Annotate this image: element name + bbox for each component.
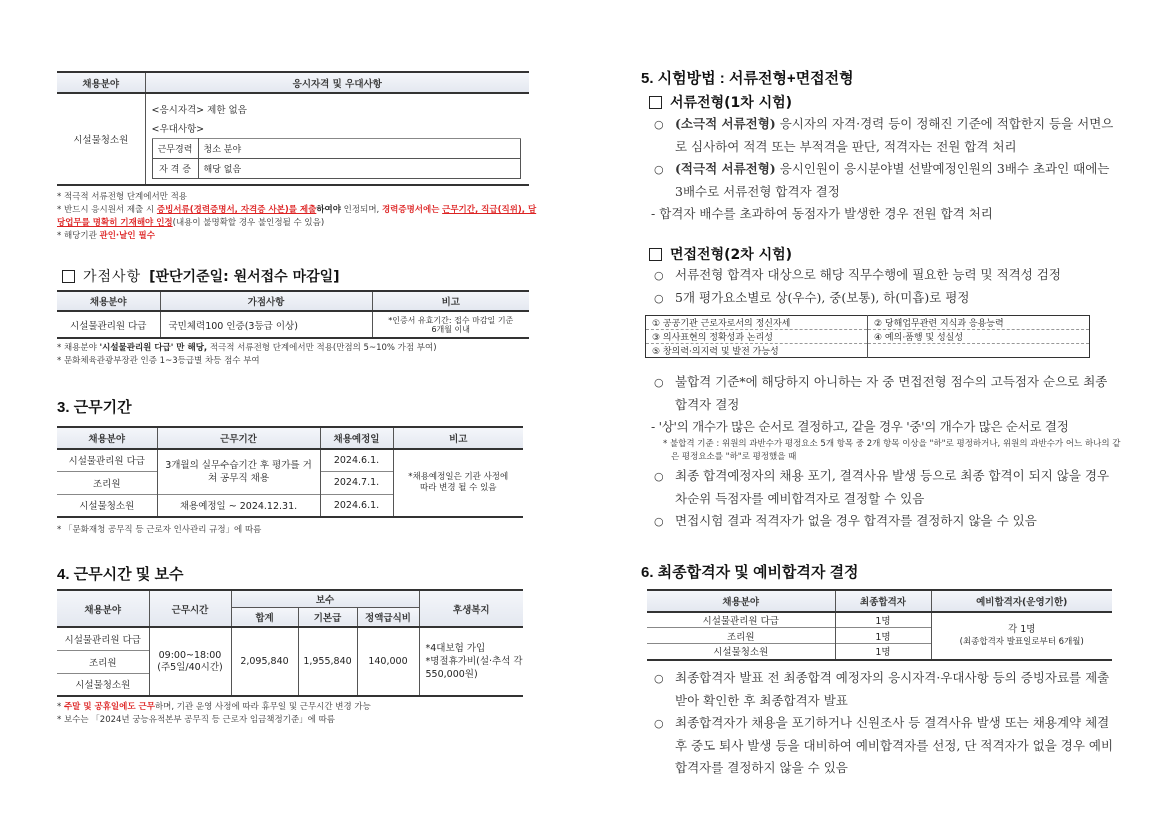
period-note: *채용예정일은 기관 사정에 따라 변경 될 수 있음 [393,449,523,517]
header-field: 채용분야 [57,72,145,93]
bonus-table [57,290,529,339]
note-line [57,701,537,714]
section-6-title: 6. 최종합격자 및 예비합격자 결정 [641,564,859,581]
section-4-title: 4. 근무시간 및 보수 [57,566,184,583]
bonus-notes [57,342,537,368]
item-text: 최종합격자가 채용을 포기하거나 신원조사 등 결격사유 발생 또는 채용계약 체결 후 중도 퇴사 발생 등을 대비하여 예비합격자를 선정, 단 적격자가 없을 경우 예비합격자를 결정하지 않을 수 있음 [675,715,1114,775]
circle-bullet-icon: ○ [654,717,664,730]
field-cell: 시설물청소원 [73,135,129,146]
dash-item: - '상'의 개수가 많은 순서로 결정하고, 같을 경우 '중'의 개수가 많은 순서로 결정 [651,419,1069,434]
checkbox-square-icon [649,248,662,261]
header-reserve: 예비합격자(운영기한) [931,590,1112,612]
bonus-title-label: 가점사항 [83,269,142,285]
criterion [868,344,1090,358]
final-table [647,589,1112,661]
pay-hours: 09:00~18:00 (주5일/40시간) [149,627,231,696]
final-count: 1명 [835,644,931,660]
item-text: 5개 평가요소별로 상(우수), 중(보통), 하(미흡)로 평정 [675,290,970,305]
reserve-cell [931,612,1112,660]
header-base: 기본급 [298,607,357,627]
criterion: ③ 의사표현의 정확성과 논리성 [646,330,868,344]
reserve-count: 각 1명 [1008,623,1036,635]
item-text: 불합격 기준*에 해당하지 아니하는 자 중 면접전형 점수의 고득점자 순으로 최종 합격자 결정 [675,374,1108,412]
note-text: * 해당기관 [57,231,100,241]
item-bold: (소극적 서류전형) [675,116,776,131]
note-bold: '시설물관리원 다급' 만 해당, [99,343,208,353]
list-item [641,113,1121,158]
checkbox-square-icon [649,96,662,109]
header-welfare: 후생복지 [419,590,523,627]
criterion: ② 당해업무관련 지식과 응용능력 [868,316,1090,330]
period-footnote: * 「문화재청 공무직 등 근로자 인사관리 규정」에 따름 [57,525,262,535]
list-item [641,371,1121,416]
list-item [641,667,1121,712]
list-item [641,712,1121,779]
header-field: 채용분야 [57,590,149,627]
header-hours: 근무시간 [149,590,231,627]
checkbox-square-icon [62,270,75,283]
fail-criteria-note: * 불합격 기준 : 위원의 과반수가 평정요소 5개 항목 중 2개 항목 이상을 "하"로 평정하거나, 위원의 과반수가 어느 하나의 같은 평정요소를 "하"로 평정했을 때 [663,439,1121,462]
period-date: 2024.7.1. [320,471,393,494]
pay-notes [57,701,537,727]
list-item [641,465,1121,510]
pay-field: 시설물관리원 다급 [64,634,141,646]
interview-decision [641,371,1121,533]
circle-bullet-icon: ○ [654,515,664,528]
note-text: * 반드시 응시원서 제출 시 [57,205,157,215]
circle-bullet-icon: ○ [654,118,664,131]
period-merged: 3개월의 실무수습기간 후 평가를 거쳐 공무직 채용 [157,449,320,494]
header-pay: 보수 [231,590,419,607]
item-text: 서류전형 합격자 대상으로 해당 직무수행에 필요한 능력 및 적격성 검정 [675,267,1061,282]
note-text: * 채용분야 [57,343,100,353]
item-bold: (적극적 서류전형) [675,161,776,176]
circle-bullet-icon: ○ [654,376,664,389]
circle-bullet-icon: ○ [654,292,664,305]
criterion: ④ 예의·품행 및 성실성 [868,330,1090,344]
section-5-title: 5. 시험방법 : 서류전형+면접전형 [641,70,854,87]
final-body [641,667,1121,779]
period-range: 채용예정일 ~ 2024.12.31. [157,494,320,517]
item-text: 응시자의 자격·경력 등이 정해진 기준에 적합한지 등을 서면으로 심사하여 적격 또는 부적격을 판단, 적격자는 전원 합격 처리 [675,116,1114,154]
period-field: 조리원 [57,471,157,494]
header-note: 비고 [393,427,523,449]
pay-welfare [419,627,523,696]
qualification-label: <응시자격> [151,104,205,116]
list-item [641,158,1121,203]
criterion: ⑤ 창의력·의지력 및 발전 가능성 [646,344,868,358]
qualification-cell [145,93,529,185]
qualification-value: 제한 없음 [207,104,247,116]
pref-key: 근무경력 [152,138,198,158]
note-text: (내용이 불명확할 경우 불인정될 수 있음) [172,218,325,228]
note-emphasis: 증빙서류(경력증명서, 자격증 사본)를 제출 [156,205,317,215]
pref-key: 자 격 증 [152,158,198,178]
note-line [57,230,537,243]
circle-bullet-icon: ○ [654,163,664,176]
note-emphasis: 근무기간, 직급(직위), 담당업무를 명확히 기재해야 인정 [57,205,537,228]
note-line: * 보수는 「2024년 궁능유적본부 공무직 등 근로자 임금책정기준」에 따름 [57,715,335,725]
final-count: 1명 [835,628,931,644]
header-field: 채용분야 [57,291,160,311]
note-line [57,342,537,355]
document-screening-title [649,92,792,112]
note-emphasis: 관인·날인 필수 [99,231,155,241]
bonus-title-criteria: [판단기준일: 원서접수 마감일] [149,269,340,285]
note-emphasis: 경력증명서에는 [381,205,440,215]
reserve-period: (최종합격자 발표일로부터 6개월) [959,636,1084,647]
note-text: * [57,702,64,712]
pref-value: 청소 분야 [198,138,521,158]
final-field: 시설물청소원 [647,644,835,660]
header-note: 비고 [372,291,529,311]
note-line [57,204,537,230]
header-meal: 정액급식비 [357,607,419,627]
period-date: 2024.6.1. [320,494,393,517]
pref-value: 해당 없음 [198,158,521,178]
interview-body [641,264,1121,310]
document-screening-label: 서류전형(1차 시험) [670,95,793,111]
qualification-table [57,71,529,186]
pay-table [57,589,523,697]
item-text: 최종 합격예정자의 채용 포기, 결격사유 발생 등으로 최종 합격이 되지 않을 경우 차순위 득점자를 예비합격자로 결정할 수 있음 [675,468,1110,506]
period-table [57,426,523,518]
pay-field: 조리원 [57,650,149,673]
dash-item: - 합격자 배수를 초과하여 동점자가 발생한 경우 전원 합격 처리 [651,206,993,221]
bonus-note: *인증서 유효기간: 접수 마감일 기준 6개월 이내 [372,311,529,338]
welfare-holiday-bonus: *명절휴가비(설·추석 각 550,000원) [425,656,523,680]
circle-bullet-icon: ○ [654,269,664,282]
note-text: 적극적 서류전형 단계에서만 적용(만점의 5~10% 가점 부여) [207,343,437,353]
note-text: 하며, 기관 운영 사정에 따라 휴무일 및 근무시간 변경 가능 [154,702,371,712]
list-item [641,287,1121,310]
note-line: * 적극적 서류전형 단계에서만 적용 [57,192,188,202]
evaluation-criteria-table [645,315,1090,358]
final-count: 1명 [835,612,931,628]
header-period: 근무기간 [157,427,320,449]
final-field: 시설물관리원 다급 [702,616,779,627]
qualification-notes [57,191,537,243]
criterion: ① 공공기관 근로자로서의 정신자세 [646,316,868,330]
note-line: * 문화체육관광부장관 인증 1~3등급별 차등 점수 부여 [57,356,260,366]
list-item [641,510,1121,533]
item-text: 최종합격자 발표 전 최종합격 예정자의 응시자격·우대사항 등의 증빙자료를 제출받아 확인한 후 최종합격자 발표 [675,670,1110,708]
bonus-title [62,266,340,286]
preference-table [152,138,522,179]
note-text: 인정되며, [340,205,382,215]
note-emphasis: 주말 및 공휴일에도 근무 [63,702,155,712]
bonus-item: 국민체력100 인증(3등급 이상) [160,311,372,338]
interview-title [649,244,792,264]
header-bonus: 가점사항 [160,291,372,311]
header-final: 최종합격자 [835,590,931,612]
section-3-title: 3. 근무기간 [57,399,132,416]
header-total: 합계 [231,607,298,627]
period-date: 2024.6.1. [320,449,393,471]
circle-bullet-icon: ○ [654,470,664,483]
period-field: 시설물관리원 다급 [68,456,145,468]
circle-bullet-icon: ○ [654,672,664,685]
pay-meal: 140,000 [357,627,419,696]
welfare-insurance: *4대보험 가입 [425,643,486,654]
header-qualification: 응시자격 및 우대사항 [145,72,529,93]
note-bold: 하여야 [316,205,341,215]
interview-label: 면접전형(2차 시험) [670,247,793,263]
period-field: 시설물청소원 [57,494,157,517]
item-text: 응시인원이 응시분야별 선발예정인원의 3배수 초과인 때에는 3배수로 서류전형 합격자 결정 [675,161,1110,199]
pay-base: 1,955,840 [298,627,357,696]
list-item [641,264,1121,287]
pay-field: 시설물청소원 [57,673,149,696]
preference-label: <우대사항> [151,123,205,135]
item-text: 면접시험 결과 적격자가 없을 경우 합격자를 결정하지 않을 수 있음 [675,513,1037,528]
bonus-field: 시설물관리원 다급 [70,320,147,332]
header-field: 채용분야 [57,427,157,449]
final-field: 조리원 [647,628,835,644]
header-date: 채용예정일 [320,427,393,449]
document-screening-body [641,113,1121,225]
header-field: 채용분야 [647,590,835,612]
pay-total: 2,095,840 [231,627,298,696]
